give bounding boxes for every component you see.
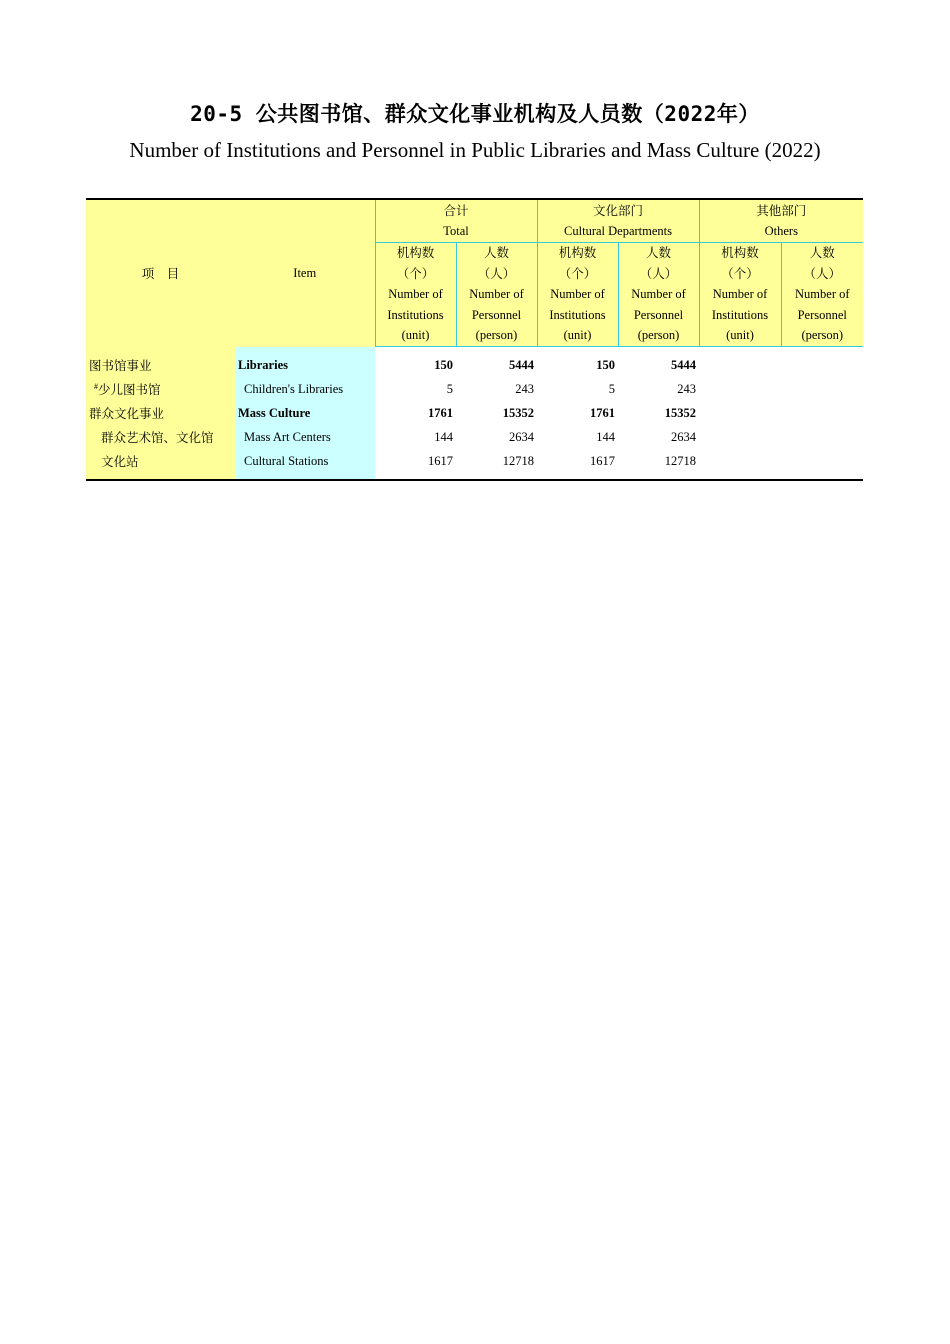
table-row (86, 401, 863, 425)
cell-value: 1617 (590, 453, 616, 468)
cell-value: 243 (677, 381, 697, 396)
subheader-personnel (618, 243, 699, 347)
cell-value (781, 401, 863, 425)
row-label-cn: 群众文化事业 (86, 401, 235, 425)
cell-value: 12718 (664, 453, 697, 468)
cell-value (699, 401, 781, 425)
subheader-cn: 机构数 (721, 246, 759, 261)
cell-value: 150 (596, 357, 616, 372)
cell-value (699, 353, 781, 377)
subheader-unit-en: (unit) (726, 328, 754, 343)
header-row-groups (86, 199, 863, 243)
subheader-cn: 人数 (809, 246, 835, 261)
table-title-chinese: 20-5 公共图书馆、群众文化事业机构及人员数（2022年） (190, 102, 760, 126)
row-label-en: Mass Art Centers (235, 425, 375, 449)
subheader-en-line1: Number of (469, 287, 524, 302)
row-label-en: Mass Culture (235, 401, 375, 425)
subheader-en-line1: Number of (795, 287, 850, 302)
group-label-cn: 文化部门 (593, 204, 644, 218)
cell-value: 15352 (502, 405, 535, 420)
subheader-en-line2: Personnel (797, 307, 847, 322)
subheader-en-line1: Number of (388, 287, 443, 302)
cell-value (781, 377, 863, 401)
group-header-others (699, 199, 863, 243)
subheader-institutions (699, 243, 781, 347)
subheader-institutions (375, 243, 456, 347)
cell-value: 2634 (509, 429, 535, 444)
subheader-personnel (781, 243, 863, 347)
group-label-en: Others (764, 224, 798, 238)
group-label-en: Total (443, 224, 469, 238)
cell-value (781, 449, 863, 473)
item-header-cn: 项 目 (86, 199, 235, 347)
table-row (86, 353, 863, 377)
row-label-en: Children's Libraries (235, 377, 375, 401)
subheader-en-line2: Personnel (471, 307, 522, 322)
row-label-cn-text: 少儿图书馆 (98, 383, 161, 397)
group-label-en: Cultural Departments (564, 224, 672, 238)
cell-value: 12718 (502, 453, 535, 468)
subheader-en-line2: Institutions (387, 307, 444, 322)
subheader-en-line2: Institutions (549, 307, 606, 322)
cell-value (699, 449, 781, 473)
table-row (86, 449, 863, 473)
row-label-cn: 文化站 (86, 449, 235, 473)
cell-value: 1617 (428, 453, 453, 468)
subheader-en-line1: Number of (550, 287, 605, 302)
cell-value: 5444 (509, 357, 535, 372)
cell-value: 1761 (428, 405, 453, 420)
table-title-english: Number of Institutions and Personnel in Public Libraries and Mass Culture (2022) (129, 138, 821, 162)
subheader-unit-cn: （个） (558, 266, 597, 281)
row-label-cn (86, 377, 235, 401)
group-label-cn: 合计 (443, 204, 469, 218)
row-label-cn: 群众艺术馆、文化馆 (86, 425, 235, 449)
statistics-table (86, 198, 863, 481)
cell-value: 144 (434, 429, 453, 444)
table-row (86, 425, 863, 449)
cell-value: 1761 (590, 405, 616, 420)
item-header-en: Item (235, 199, 375, 347)
cell-value: 2634 (671, 429, 697, 444)
subheader-unit-cn: （人） (639, 266, 678, 281)
subheader-unit-en: (person) (475, 328, 518, 343)
cell-value: 15352 (664, 405, 697, 420)
group-header-cultural-departments (537, 199, 699, 243)
subheader-cn: 人数 (646, 246, 672, 261)
cell-value (781, 353, 863, 377)
group-header-total (375, 199, 537, 243)
subheader-unit-en: (unit) (401, 328, 430, 343)
subheader-cn: 机构数 (558, 246, 597, 261)
subheader-unit-en: (person) (637, 328, 680, 343)
cell-value: 150 (434, 357, 453, 372)
cell-value (699, 377, 781, 401)
cell-value: 5 (608, 381, 616, 396)
subheader-institutions (537, 243, 618, 347)
cell-value: 243 (515, 381, 535, 396)
subheader-en-line2: Institutions (711, 307, 769, 322)
subheader-unit-en: (unit) (563, 328, 592, 343)
subheader-en-line1: Number of (631, 287, 686, 302)
subheader-unit-cn: （人） (477, 266, 516, 281)
subheader-en-line1: Number of (712, 287, 768, 302)
cell-value: 5 (446, 381, 453, 396)
subheader-en-line2: Personnel (633, 307, 684, 322)
subheader-personnel (456, 243, 537, 347)
table-row (86, 377, 863, 401)
cell-value (699, 425, 781, 449)
cell-value: 5444 (671, 357, 697, 372)
subheader-cn: 机构数 (396, 246, 435, 261)
subheader-unit-cn: （个） (721, 266, 759, 281)
row-label-cn: 图书馆事业 (86, 353, 235, 377)
subheader-unit-en: (person) (801, 328, 844, 343)
footnote-mark: # (94, 381, 98, 391)
group-label-cn: 其他部门 (756, 204, 807, 218)
row-label-en: Libraries (235, 353, 375, 377)
subheader-unit-cn: （人） (803, 266, 842, 281)
table-bottom-rule (86, 473, 863, 480)
subheader-unit-cn: （个） (396, 266, 435, 281)
row-label-en: Cultural Stations (235, 449, 375, 473)
cell-value: 144 (596, 429, 616, 444)
cell-value (781, 425, 863, 449)
subheader-cn: 人数 (484, 246, 510, 261)
